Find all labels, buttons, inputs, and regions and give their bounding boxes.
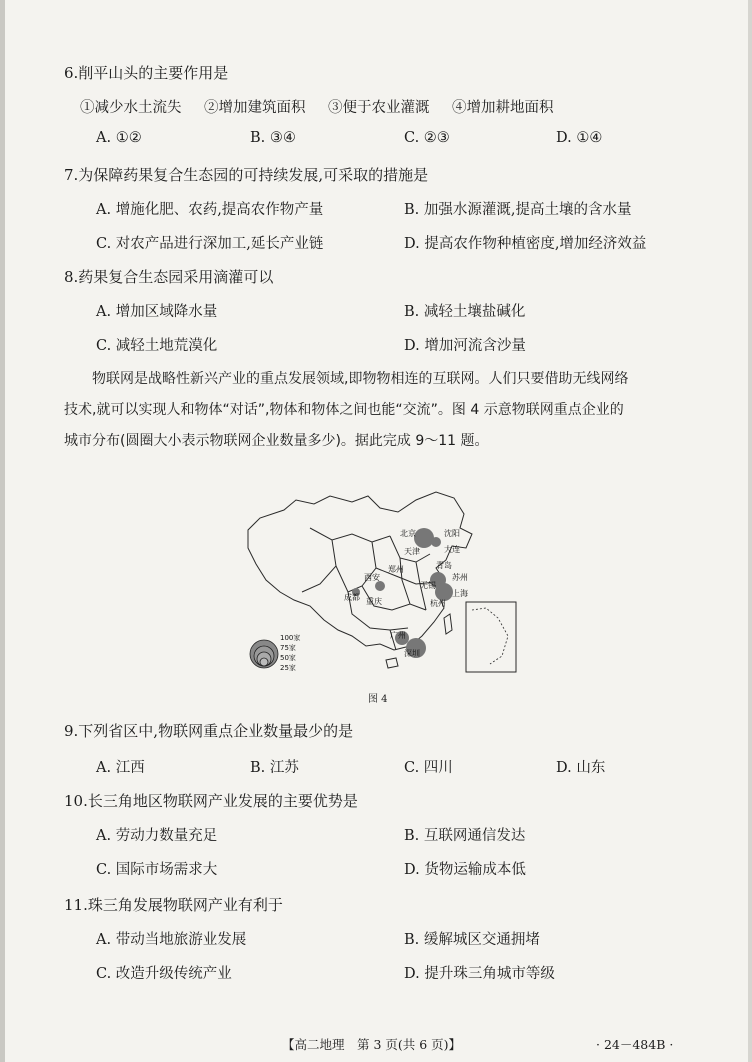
- q8-option-c: C. 减轻土地荒漠化: [96, 338, 218, 354]
- q11-option-a: A. 带动当地旅游业发展: [96, 932, 247, 948]
- page-edge-right: [748, 0, 752, 1062]
- q6-item-3: ③便于农业灌溉: [328, 100, 430, 116]
- country-outline: [248, 492, 472, 650]
- q6-option-c: C. ②③: [404, 130, 450, 146]
- question-7-stem: 7.为保障药果复合生态园的可持续发展,可采取的措施是: [64, 166, 429, 184]
- island-taiwan: [444, 614, 452, 634]
- q10-option-c: C. 国际市场需求大: [96, 862, 218, 878]
- q8-option-d: D. 增加河流含沙量: [404, 338, 526, 354]
- passage-line-2: 技术,就可以实现人和物体“对话”,物体和物体之间也能“交流”。图 4 示意物联网重点企业的: [64, 402, 624, 418]
- q6-option-a: A. ①②: [96, 130, 142, 146]
- q8-option-a: A. 增加区域降水量: [96, 304, 218, 320]
- city-label-qingdao: 青岛: [436, 561, 452, 570]
- q6-item-2: ②增加建筑面积: [204, 100, 306, 116]
- q7-option-d: D. 提高农作物种植密度,增加经济效益: [404, 236, 647, 252]
- q7-option-c: C. 对农产品进行深加工,延长产业链: [96, 236, 324, 252]
- page-footer: 【高二地理 第 3 页(共 6 页)】: [282, 1037, 462, 1052]
- china-iot-map: [240, 488, 520, 678]
- city-label-guangzhou: 广州: [390, 631, 406, 640]
- island-hainan: [386, 658, 398, 668]
- legend-label-25: 25家: [280, 664, 296, 672]
- q6-option-d: D. ①④: [556, 130, 603, 146]
- q11-option-c: C. 改造升级传统产业: [96, 966, 232, 982]
- q6-option-b: B. ③④: [250, 130, 296, 146]
- q10-option-a: A. 劳动力数量充足: [96, 828, 218, 844]
- city-label-wuxi: 无锡: [420, 581, 436, 590]
- province-line: [310, 528, 390, 542]
- q10-option-d: D. 货物运输成本低: [404, 862, 526, 878]
- map-legend: [250, 633, 300, 672]
- q8-option-b: B. 减轻土壤盐碱化: [404, 304, 526, 320]
- city-label-suzhou: 苏州: [452, 573, 468, 582]
- city-label-shenyang: 沈阳: [444, 529, 460, 538]
- map-svg: [240, 488, 520, 678]
- city-label-shanghai: 上海: [452, 589, 468, 598]
- q10-option-b: B. 互联网通信发达: [404, 828, 526, 844]
- question-10-stem: 10.长三角地区物联网产业发展的主要优势是: [64, 792, 358, 810]
- q11-option-b: B. 缓解城区交通拥堵: [404, 932, 540, 948]
- legend-label-100: 100家: [280, 634, 301, 642]
- q9-option-a: A. 江西: [96, 760, 145, 776]
- city-label-beijing: 北京: [400, 529, 416, 538]
- city-label-tianjin: 天津: [404, 547, 420, 556]
- passage-line-3: 城市分布(圆圈大小表示物联网企业数量多少)。据此完成 9～11 题。: [64, 433, 489, 449]
- q9-option-d: D. 山东: [556, 760, 606, 776]
- question-11-stem: 11.珠三角发展物联网产业有利于: [64, 896, 283, 914]
- province-line: [336, 542, 376, 592]
- city-label-chengdu: 成都: [344, 593, 360, 602]
- exam-code: · 24－484B ·: [596, 1037, 674, 1052]
- q9-option-c: C. 四川: [404, 760, 453, 776]
- question-8-stem: 8.药果复合生态园采用滴灌可以: [64, 268, 274, 286]
- q6-item-4: ④增加耕地面积: [452, 100, 554, 116]
- question-6-stem: 6.削平山头的主要作用是: [64, 64, 229, 82]
- question-9-stem: 9.下列省区中,物联网重点企业数量最少的是: [64, 722, 354, 740]
- q9-option-b: B. 江苏: [250, 760, 299, 776]
- legend-label-75: 75家: [280, 644, 296, 652]
- passage-line-1: 物联网是战略性新兴产业的重点发展领域,即物物相连的互联网。人们只要借助无线网络: [92, 371, 629, 387]
- city-label-shenzhen: 深圳: [404, 649, 420, 658]
- city-label-chongqing: 重庆: [366, 597, 382, 606]
- figure-caption: 图 4: [368, 694, 388, 705]
- province-line: [302, 540, 336, 592]
- page-edge-left: [0, 0, 5, 1062]
- city-circle: [414, 528, 434, 548]
- q7-option-b: B. 加强水源灌溉,提高土壤的含水量: [404, 202, 632, 218]
- legend-label-50: 50家: [280, 654, 296, 662]
- q11-option-d: D. 提升珠三角城市等级: [404, 966, 555, 982]
- q6-item-1: ①减少水土流失: [80, 100, 182, 116]
- city-circle: [375, 581, 385, 591]
- city-label-xian: 西安: [364, 573, 380, 582]
- city-label-dalian: 大连: [444, 545, 460, 554]
- city-label-hangzhou: 杭州: [430, 599, 446, 608]
- city-label-zhengzhou: 郑州: [388, 565, 404, 574]
- inset-coastline: [472, 608, 508, 664]
- city-circle: [431, 537, 441, 547]
- q7-option-a: A. 增施化肥、农药,提高农作物产量: [96, 202, 324, 218]
